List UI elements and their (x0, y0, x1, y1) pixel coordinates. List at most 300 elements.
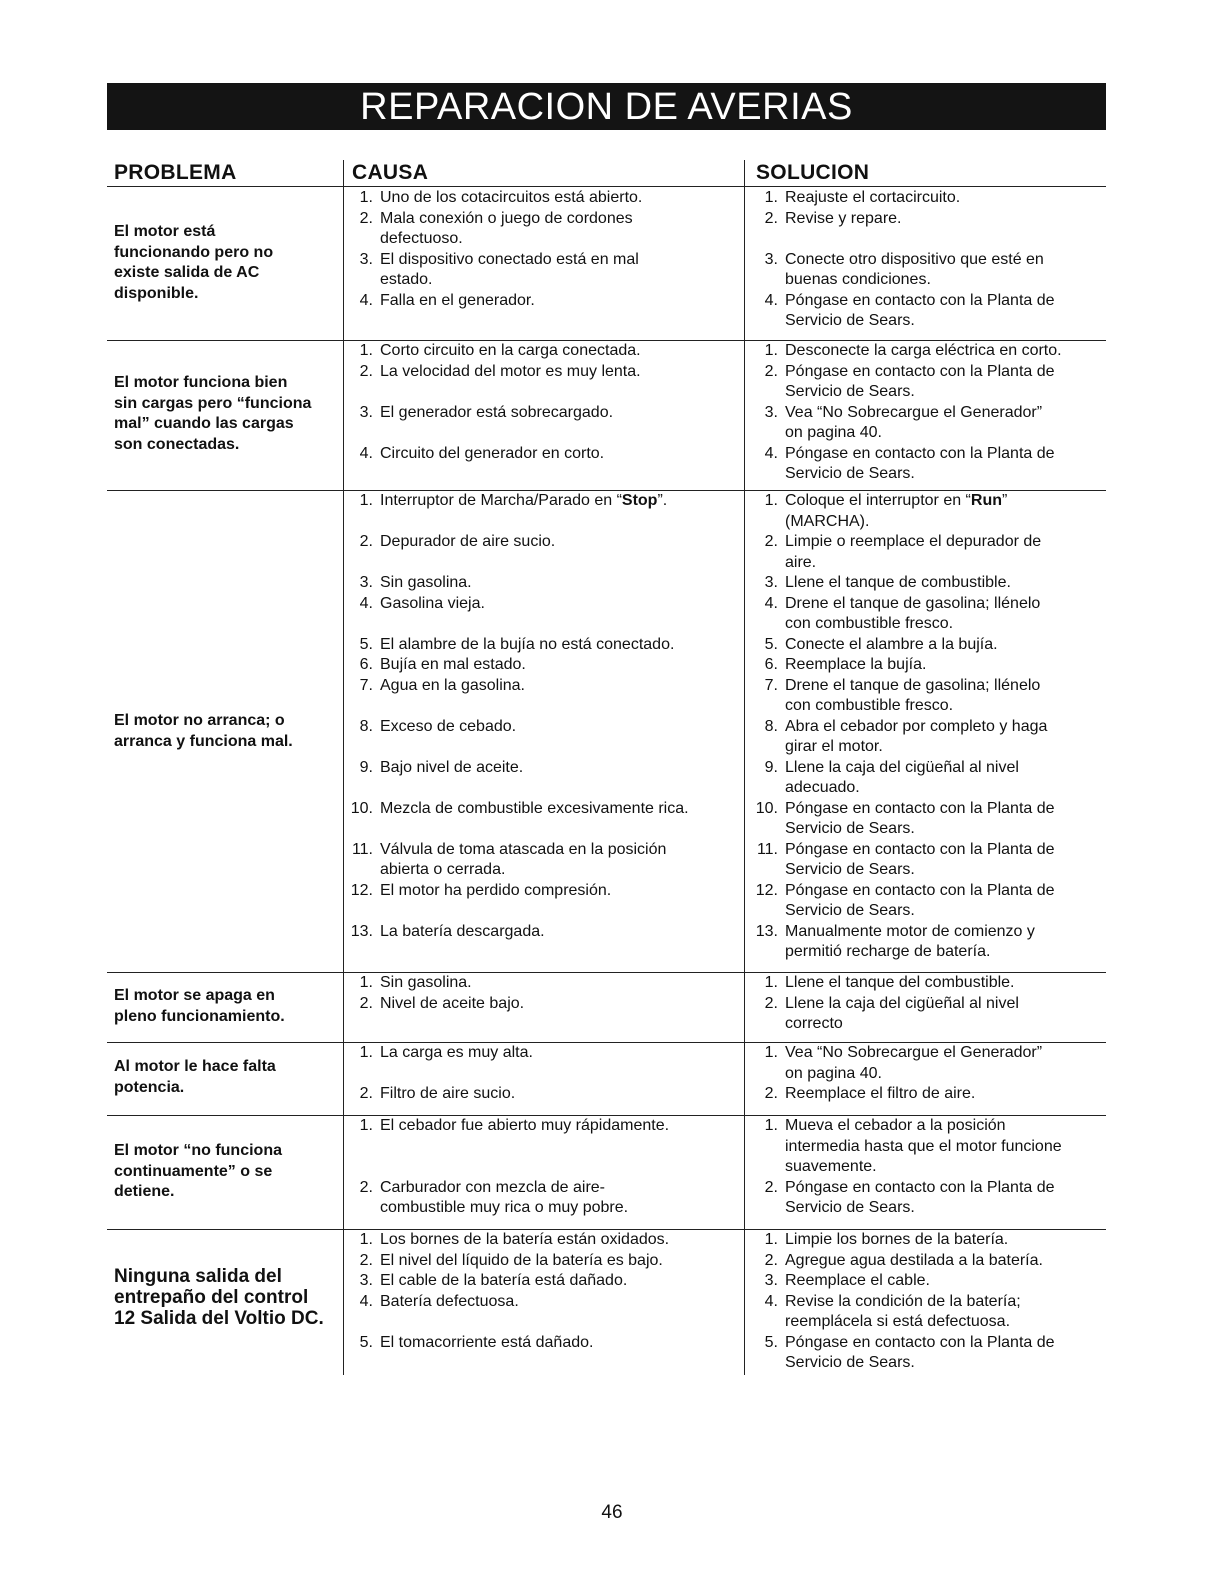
header-causa: CAUSA (352, 161, 429, 184)
item-text (380, 444, 604, 465)
item-number: 4. (764, 444, 778, 462)
item-text-line: suavemente. (785, 1158, 877, 1175)
item-text (785, 362, 1055, 403)
item-text (380, 1333, 593, 1354)
item-text (785, 1292, 1021, 1333)
problem-description (114, 373, 336, 455)
item-number: 3. (764, 403, 778, 421)
item-text-line: Vea “No Sobrecargue el Generador” (785, 1044, 1043, 1061)
item-text (380, 676, 525, 697)
item-number: 1. (764, 974, 778, 991)
cause-item (345, 799, 705, 820)
item-text (785, 922, 1035, 963)
item-text-line: Póngase en contacto con la Planta de (785, 362, 1055, 380)
item-text-line: Llene el tanque de combustible. (785, 574, 1011, 591)
item-text (380, 717, 516, 738)
item-number: 2. (359, 362, 373, 380)
item-text-line: Bajo nivel de aceite. (380, 758, 524, 776)
item-number: 7. (359, 676, 373, 694)
item-text-line: Póngase en contacto con la Planta de (785, 881, 1055, 899)
item-text (380, 758, 523, 779)
item-number: 2. (359, 209, 373, 227)
item-text-line: El nivel del líquido de la batería es bajo. (380, 1251, 663, 1269)
item-text (785, 1178, 1055, 1219)
header-solucion: SOLUCION (756, 161, 870, 184)
item-text (785, 594, 1040, 635)
cause-item (345, 994, 705, 1015)
problem-line: potencia. (114, 1078, 185, 1096)
item-text-line: on pagina 40. (785, 1064, 882, 1082)
solution-item (750, 881, 1110, 922)
item-number: 9. (359, 758, 373, 776)
item-number: 3. (359, 574, 373, 591)
item-text (785, 881, 1055, 922)
item-text-line: Circuito del generador en corto. (380, 444, 605, 462)
cause-item (345, 444, 705, 465)
cause-item (345, 1043, 705, 1064)
cause-item (345, 1116, 705, 1137)
item-number: 2. (764, 209, 778, 227)
column-divider-causa (343, 160, 344, 1375)
cause-item (345, 209, 705, 250)
item-number: 2. (359, 1085, 373, 1102)
problem-line: Ninguna salida del (114, 1266, 282, 1287)
solution-item (750, 594, 1110, 635)
solution-item (750, 994, 1110, 1035)
item-number: 2. (359, 1251, 373, 1269)
item-text (380, 250, 639, 291)
item-text-line: Conecte otro dispositivo que esté en (785, 250, 1044, 268)
item-number: 1. (764, 492, 778, 509)
item-text (785, 341, 1062, 362)
item-text (380, 491, 667, 512)
item-text (785, 209, 902, 230)
item-number: 3. (764, 250, 778, 268)
item-number: 7. (764, 676, 778, 694)
item-text-line: Llene la caja del cigüeñal al nivel (785, 994, 1019, 1012)
item-text-line: Limpie los bornes de la batería. (785, 1231, 1009, 1248)
item-text-line: Servicio de Sears. (785, 861, 915, 878)
item-text (380, 1043, 533, 1064)
item-number: 3. (764, 574, 778, 591)
item-text-line: El motor ha perdido compresión. (380, 881, 612, 899)
item-text (785, 491, 1007, 532)
solution-item (750, 717, 1110, 758)
item-text-line: Bujía en mal estado. (380, 656, 526, 673)
item-text (380, 1178, 628, 1219)
header-rule (107, 186, 1106, 187)
item-text (380, 341, 641, 362)
item-text-line: Agregue agua destilada a la batería. (785, 1251, 1043, 1269)
problem-description (114, 1266, 336, 1329)
item-number: 13. (350, 922, 373, 940)
item-number: 2. (359, 1178, 373, 1196)
item-number: 4. (764, 291, 778, 309)
item-text-line: Uno de los cotacircuitos está abierto. (380, 189, 643, 206)
item-text-line: Filtro de aire sucio. (380, 1085, 516, 1102)
problem-line: El motor está (114, 223, 216, 240)
cause-item (345, 758, 705, 779)
item-text-line: Drene el tanque de gasolina; llénelo (785, 594, 1041, 612)
item-text (785, 799, 1055, 840)
page-title: REPARACION DE AVERIAS (107, 83, 1106, 130)
problem-line: existe salida de AC (114, 264, 260, 281)
item-text-line: Reemplace la bujía. (785, 656, 927, 673)
cause-item (345, 491, 705, 512)
item-text-line: Servicio de Sears. (785, 312, 915, 329)
item-number: 5. (764, 1333, 778, 1351)
item-text (785, 250, 1044, 291)
solution-item (750, 362, 1110, 403)
solution-item (750, 291, 1110, 332)
cause-item (345, 655, 705, 676)
item-text (785, 973, 1015, 994)
item-text-line: Interruptor de Marcha/Parado en “Stop”. (380, 492, 668, 509)
item-text-line: (MARCHA). (785, 512, 870, 530)
item-text-line: Gasolina vieja. (380, 594, 485, 612)
solution-item (750, 799, 1110, 840)
item-text-line: adecuado. (785, 779, 860, 796)
item-number: 1. (764, 1117, 778, 1134)
cause-item (345, 341, 705, 362)
cause-item (345, 1271, 705, 1292)
solution-item (750, 1043, 1110, 1084)
item-number: 1. (359, 1231, 373, 1248)
problem-line: El motor no arranca; o (114, 712, 285, 729)
solution-item (750, 1178, 1110, 1219)
item-text (785, 1251, 1043, 1272)
item-text-line: La batería descargada. (380, 922, 545, 940)
item-text-line: Coloque el interruptor en “Run” (785, 492, 1008, 509)
item-text-line: Agua en la gasolina. (380, 676, 525, 694)
item-text-line: estado. (380, 271, 433, 288)
item-number: 4. (359, 1292, 373, 1310)
solution-item (750, 188, 1110, 209)
item-text (785, 676, 1040, 717)
cause-item (345, 922, 705, 943)
item-text (785, 717, 1047, 758)
item-number: 4. (764, 1292, 778, 1310)
cause-item (345, 573, 705, 594)
item-text-line: buenas condiciones. (785, 271, 931, 288)
item-number: 5. (764, 635, 778, 653)
item-text-line: Conecte el alambre a la bujía. (785, 635, 998, 653)
problem-description (114, 1141, 336, 1203)
item-text-line: El alambre de la bujía no está conectado. (380, 635, 675, 653)
item-text (380, 1230, 669, 1251)
item-text (785, 1043, 1042, 1084)
item-text-line: Póngase en contacto con la Planta de (785, 1178, 1055, 1196)
item-text-line: permitió recharge de batería. (785, 943, 991, 960)
item-text (380, 188, 642, 209)
item-number: 4. (359, 594, 373, 612)
item-number: 10. (350, 799, 373, 817)
item-number: 2. (764, 533, 778, 550)
solution-item (750, 635, 1110, 656)
solution-item (750, 1251, 1110, 1272)
item-text-line: Póngase en contacto con la Planta de (785, 840, 1055, 858)
item-text-line: Póngase en contacto con la Planta de (785, 799, 1055, 817)
item-number: 9. (764, 758, 778, 776)
item-text-line: Vea “No Sobrecargue el Generador” (785, 403, 1043, 421)
item-number: 8. (764, 717, 778, 735)
problem-line: sin cargas pero “funciona (114, 394, 312, 412)
item-text (380, 994, 524, 1015)
solution-item (750, 1292, 1110, 1333)
item-text (380, 573, 472, 594)
item-number: 1. (764, 342, 778, 359)
item-text-line: Póngase en contacto con la Planta de (785, 444, 1055, 462)
item-number: 1. (764, 189, 778, 206)
cause-item (345, 291, 705, 312)
item-text-line: La velocidad del motor es muy lenta. (380, 362, 641, 380)
item-number: 3. (359, 250, 373, 268)
item-number: 4. (359, 291, 373, 309)
solution-item (750, 973, 1110, 994)
header-problema: PROBLEMA (114, 161, 237, 184)
item-text-line: defectuoso. (380, 230, 463, 247)
item-text-line: on pagina 40. (785, 424, 882, 441)
item-text-line: La carga es muy alta. (380, 1044, 533, 1061)
item-text-line: combustible muy rica o muy pobre. (380, 1199, 629, 1216)
item-text-line: Carburador con mezcla de aire- (380, 1178, 605, 1196)
item-text-line: Póngase en contacto con la Planta de (785, 1333, 1055, 1351)
item-text-line: Válvula de toma atascada en la posición (380, 840, 667, 858)
item-text (380, 403, 613, 424)
item-text-line: Servicio de Sears. (785, 1354, 915, 1371)
cause-item (345, 881, 705, 902)
item-number: 1. (359, 1117, 373, 1134)
item-text-line: Reajuste el cortacircuito. (785, 189, 961, 206)
item-text-line: Los bornes de la batería están oxidados. (380, 1231, 670, 1248)
item-text (785, 758, 1019, 799)
item-text-line: Póngase en contacto con la Planta de (785, 291, 1055, 309)
item-text-line: con combustible fresco. (785, 697, 954, 714)
item-number: 6. (359, 656, 373, 673)
item-text-line: Abra el cebador por completo y haga (785, 717, 1048, 735)
item-text (380, 655, 526, 676)
item-text (380, 922, 545, 943)
solution-item (750, 676, 1110, 717)
item-text (380, 532, 555, 553)
cause-item (345, 1251, 705, 1272)
cause-item (345, 250, 705, 291)
solution-item (750, 1271, 1110, 1292)
cause-item (345, 717, 705, 738)
problem-line: son conectadas. (114, 435, 240, 453)
item-number: 11. (756, 840, 778, 858)
item-number: 13. (755, 922, 778, 940)
item-text (785, 1333, 1055, 1374)
item-text (380, 635, 674, 656)
cause-item (345, 1084, 705, 1105)
problem-line: continuamente” o se (114, 1162, 273, 1180)
item-number: 1. (359, 492, 373, 509)
problem-description (114, 986, 336, 1027)
item-text (785, 1271, 930, 1292)
item-text-line: El dispositivo conectado está en mal (380, 250, 639, 268)
item-number: 2. (764, 1178, 778, 1196)
item-text-line: Revise la condición de la batería; (785, 1292, 1021, 1310)
item-text-line: Falla en el generador. (380, 291, 535, 309)
solution-item (750, 1230, 1110, 1251)
item-number: 3. (359, 403, 373, 421)
item-text (785, 291, 1055, 332)
solution-item (750, 573, 1110, 594)
item-number: 1. (764, 1044, 778, 1061)
item-number: 10. (755, 799, 778, 817)
item-text (380, 973, 472, 994)
item-text-line: Drene el tanque de gasolina; llénelo (785, 676, 1041, 694)
item-text-line: El cable de la batería está dañado. (380, 1272, 628, 1289)
item-text-line: El cebador fue abierto muy rápidamente. (380, 1117, 670, 1134)
cause-item (345, 1178, 705, 1219)
item-text-line: intermedia hasta que el motor funcione (785, 1137, 1062, 1155)
item-text (380, 881, 611, 902)
item-text (785, 635, 998, 656)
item-text-line: correcto (785, 1015, 843, 1032)
item-text-line: El tomacorriente está dañado. (380, 1333, 594, 1351)
item-text-line: Mezcla de combustible excesivamente rica. (380, 799, 689, 817)
solution-item (750, 1333, 1110, 1374)
problem-line: El motor se apaga en (114, 987, 275, 1004)
solution-item (750, 403, 1110, 444)
item-number: 12. (755, 881, 778, 899)
item-text-line: Batería defectuosa. (380, 1292, 519, 1310)
solution-item (750, 1116, 1110, 1178)
item-text (785, 573, 1011, 594)
item-text-line: Manualmente motor de comienzo y (785, 922, 1035, 940)
solution-item (750, 758, 1110, 799)
item-number: 3. (359, 1272, 373, 1289)
item-text-line: Servicio de Sears. (785, 902, 915, 919)
item-number: 4. (764, 594, 778, 612)
item-number: 6. (764, 656, 778, 673)
item-number: 2. (359, 994, 373, 1012)
item-text-line: Nivel de aceite bajo. (380, 994, 525, 1012)
item-text-line: Servicio de Sears. (785, 820, 915, 837)
item-number: 2. (764, 994, 778, 1012)
item-number: 2. (359, 533, 373, 550)
item-number: 1. (359, 342, 373, 359)
cause-item (345, 594, 705, 615)
item-text-line: aire. (785, 553, 817, 571)
problem-line: funcionando pero no (114, 243, 274, 261)
item-number: 1. (359, 1044, 373, 1061)
problem-description (114, 222, 336, 304)
column-divider-solucion (744, 160, 745, 1375)
solution-item (750, 444, 1110, 485)
cause-item (345, 403, 705, 424)
item-text (380, 1292, 519, 1313)
item-text (380, 362, 641, 383)
item-text (785, 1230, 1008, 1251)
item-text-line: Depurador de aire sucio. (380, 533, 556, 550)
solution-item (750, 532, 1110, 573)
problem-line: entrepaño del control (114, 1287, 309, 1308)
cause-item (345, 676, 705, 697)
item-number: 1. (359, 189, 373, 206)
item-number: 12. (350, 881, 373, 899)
item-text-line: Servicio de Sears. (785, 1199, 915, 1216)
item-text (380, 1271, 627, 1292)
item-number: 2. (764, 362, 778, 380)
problem-line: arranca y funciona mal. (114, 732, 293, 750)
page-number: 46 (601, 1502, 623, 1523)
item-text-line: girar el motor. (785, 738, 883, 755)
item-text-line: Sin gasolina. (380, 974, 472, 991)
item-text (380, 209, 633, 250)
item-text (785, 532, 1041, 573)
item-number: 5. (359, 635, 373, 653)
item-text-line: Desconecte la carga eléctrica en corto. (785, 342, 1062, 359)
item-text-line: Reemplace el filtro de aire. (785, 1085, 976, 1102)
item-text (380, 594, 485, 615)
problem-line: Al motor le hace falta (114, 1058, 276, 1075)
problem-description (114, 1057, 336, 1098)
solution-item (750, 250, 1110, 291)
item-text-line: Corto circuito en la carga conectada. (380, 342, 641, 359)
item-text (785, 1116, 1062, 1178)
solution-item (750, 922, 1110, 963)
cause-item (345, 532, 705, 553)
item-number: 8. (359, 717, 373, 735)
solution-item (750, 491, 1110, 532)
item-number: 2. (764, 1251, 778, 1269)
item-text (380, 1084, 515, 1105)
problem-line: El motor funciona bien (114, 374, 288, 391)
item-number: 4. (359, 444, 373, 462)
problem-description (114, 711, 336, 752)
item-text-line: Limpie o reemplace el depurador de (785, 533, 1042, 550)
item-text-line: Servicio de Sears. (785, 383, 915, 400)
solution-item (750, 655, 1110, 676)
cause-item (345, 1333, 705, 1354)
item-text (785, 655, 926, 676)
item-text (380, 799, 689, 820)
item-text (380, 291, 535, 312)
item-text-line: Mueva el cebador a la posición (785, 1117, 1006, 1134)
item-text (380, 1251, 663, 1272)
item-text-line: Reemplace el cable. (785, 1272, 930, 1289)
item-text (380, 1116, 669, 1137)
item-text-line: El generador está sobrecargado. (380, 403, 614, 421)
problem-line: pleno funcionamiento. (114, 1007, 285, 1025)
item-text (380, 840, 666, 881)
item-number: 5. (359, 1333, 373, 1351)
problem-line: mal” cuando las cargas (114, 415, 294, 432)
solution-item (750, 1084, 1110, 1105)
item-text (785, 1084, 975, 1105)
item-text-line: Revise y repare. (785, 209, 902, 227)
item-text-line: Llene la caja del cigüeñal al nivel (785, 758, 1019, 776)
cause-item (345, 188, 705, 209)
cause-item (345, 635, 705, 656)
item-text-line: Mala conexión o juego de cordones (380, 209, 633, 227)
item-text-line: con combustible fresco. (785, 615, 954, 632)
problem-line: disponible. (114, 284, 199, 302)
problem-line: detiene. (114, 1183, 175, 1200)
item-number: 1. (764, 1231, 778, 1248)
item-text (785, 444, 1055, 485)
item-text-line: Llene el tanque del combustible. (785, 974, 1015, 991)
solution-item (750, 840, 1110, 881)
problem-line: 12 Salida del Voltio DC. (114, 1308, 324, 1329)
cause-item (345, 973, 705, 994)
item-number: 3. (764, 1272, 778, 1289)
item-text (785, 188, 960, 209)
item-text-line: Sin gasolina. (380, 574, 472, 591)
